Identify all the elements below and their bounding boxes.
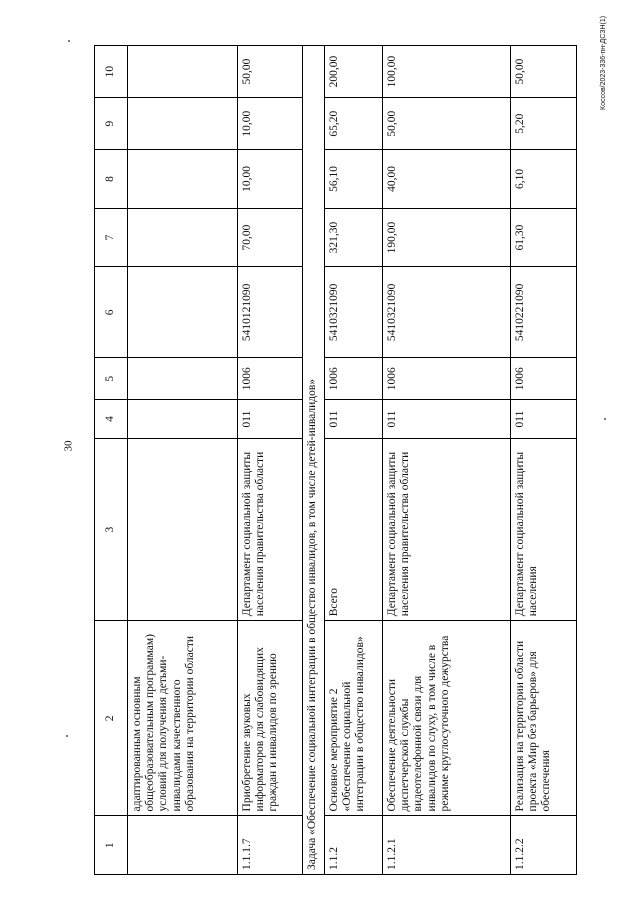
col-header: 3	[95, 439, 128, 621]
cell-year3: 100,00	[383, 46, 511, 98]
col-header: 2	[95, 621, 128, 816]
cell-year1: 6,10	[511, 150, 577, 209]
cell-csr	[128, 267, 238, 358]
cell-name: Приобретение звуковых информаторов для слабовидящих граждан и инвалидов по зрению	[238, 621, 303, 816]
cell-total: 321,30	[325, 208, 383, 267]
cell-total: 70,00	[238, 208, 303, 267]
scan-speck	[604, 418, 606, 420]
cell-grbs: 011	[238, 400, 303, 439]
cell-grbs	[128, 400, 238, 439]
col-header: 1	[95, 816, 128, 875]
cell-year3: 200,00	[325, 46, 383, 98]
cell-rzpr: 1006	[325, 358, 383, 400]
cell-total	[128, 208, 238, 267]
cell-year1: 40,00	[383, 150, 511, 209]
cell-code: 1.1.2	[325, 816, 383, 875]
col-header: 6	[95, 267, 128, 358]
cell-code: 1.1.1.7	[238, 816, 303, 875]
col-header: 10	[95, 46, 128, 98]
col-header: 8	[95, 150, 128, 209]
cell-grbs: 011	[511, 400, 577, 439]
cell-rzpr	[128, 358, 238, 400]
cell-year2: 5,20	[511, 98, 577, 150]
cell-name: Реализация на территории области проекта «Мир без барьеров» для обеспечения	[511, 621, 577, 816]
table-row	[128, 46, 238, 875]
cell-rzpr: 1006	[238, 358, 303, 400]
cell-executor: Департамент социальной защиты населения правительства области	[383, 439, 511, 621]
cell-csr: 5410221090	[511, 267, 577, 358]
cell-name: адаптированным основным общеобразовательным программам) условий для получения детьми-инвалидами качественного образования на территории области	[128, 621, 238, 816]
col-header: 7	[95, 208, 128, 267]
cell-csr: 5410321090	[383, 267, 511, 358]
cell-executor: Всего	[325, 439, 383, 621]
cell-code	[128, 816, 238, 875]
cell-code: 1.1.2.2	[511, 816, 577, 875]
scan-speck	[66, 735, 68, 737]
col-header: 4	[95, 400, 128, 439]
table-row	[511, 46, 577, 875]
cell-rzpr: 1006	[383, 358, 511, 400]
budget-table	[94, 45, 577, 875]
cell-year1: 56,10	[325, 150, 383, 209]
scan-speck	[68, 40, 70, 42]
header-row	[95, 46, 128, 875]
cell-csr: 5410121090	[238, 267, 303, 358]
cell-year2: 10,00	[238, 98, 303, 150]
cell-year1	[128, 150, 238, 209]
table-row	[238, 46, 303, 875]
cell-executor: Департамент социальной защиты населения	[511, 439, 577, 621]
page-number: 30	[62, 440, 75, 452]
cell-grbs: 011	[383, 400, 511, 439]
cell-code: 1.1.2.1	[383, 816, 511, 875]
document-code: Коссов/2023-336-пн-ДСЗН(1)	[600, 15, 607, 110]
cell-name: Основное мероприятие 2 «Обеспечение социальной интеграции в общество инвалидов»	[325, 621, 383, 816]
cell-csr: 5410321090	[325, 267, 383, 358]
cell-year3: 50,00	[238, 46, 303, 98]
col-header: 9	[95, 98, 128, 150]
table-row	[383, 46, 511, 875]
cell-year2: 50,00	[383, 98, 511, 150]
cell-year3	[128, 46, 238, 98]
cell-total: 190,00	[383, 208, 511, 267]
table-row	[325, 46, 383, 875]
rotated-table-container	[94, 45, 569, 875]
cell-name: Обеспечение деятельности диспетчерской службы видеотелефонной связи для инвалидов по слуху, в том числе в режиме круглосуточного дежурства	[383, 621, 511, 816]
cell-year3: 50,00	[511, 46, 577, 98]
cell-year1: 10,00	[238, 150, 303, 209]
cell-grbs: 011	[325, 400, 383, 439]
cell-year2	[128, 98, 238, 150]
cell-rzpr: 1006	[511, 358, 577, 400]
cell-year2: 65,20	[325, 98, 383, 150]
cell-executor: Департамент социальной защиты населения правительства области	[238, 439, 303, 621]
cell-total: 61,30	[511, 208, 577, 267]
cell-executor	[128, 439, 238, 621]
task-title: Задача «Обеспечение социальной интеграции в общество инвалидов, в том числе детей-инвалидов»	[303, 46, 325, 875]
task-row	[303, 46, 325, 875]
col-header: 5	[95, 358, 128, 400]
